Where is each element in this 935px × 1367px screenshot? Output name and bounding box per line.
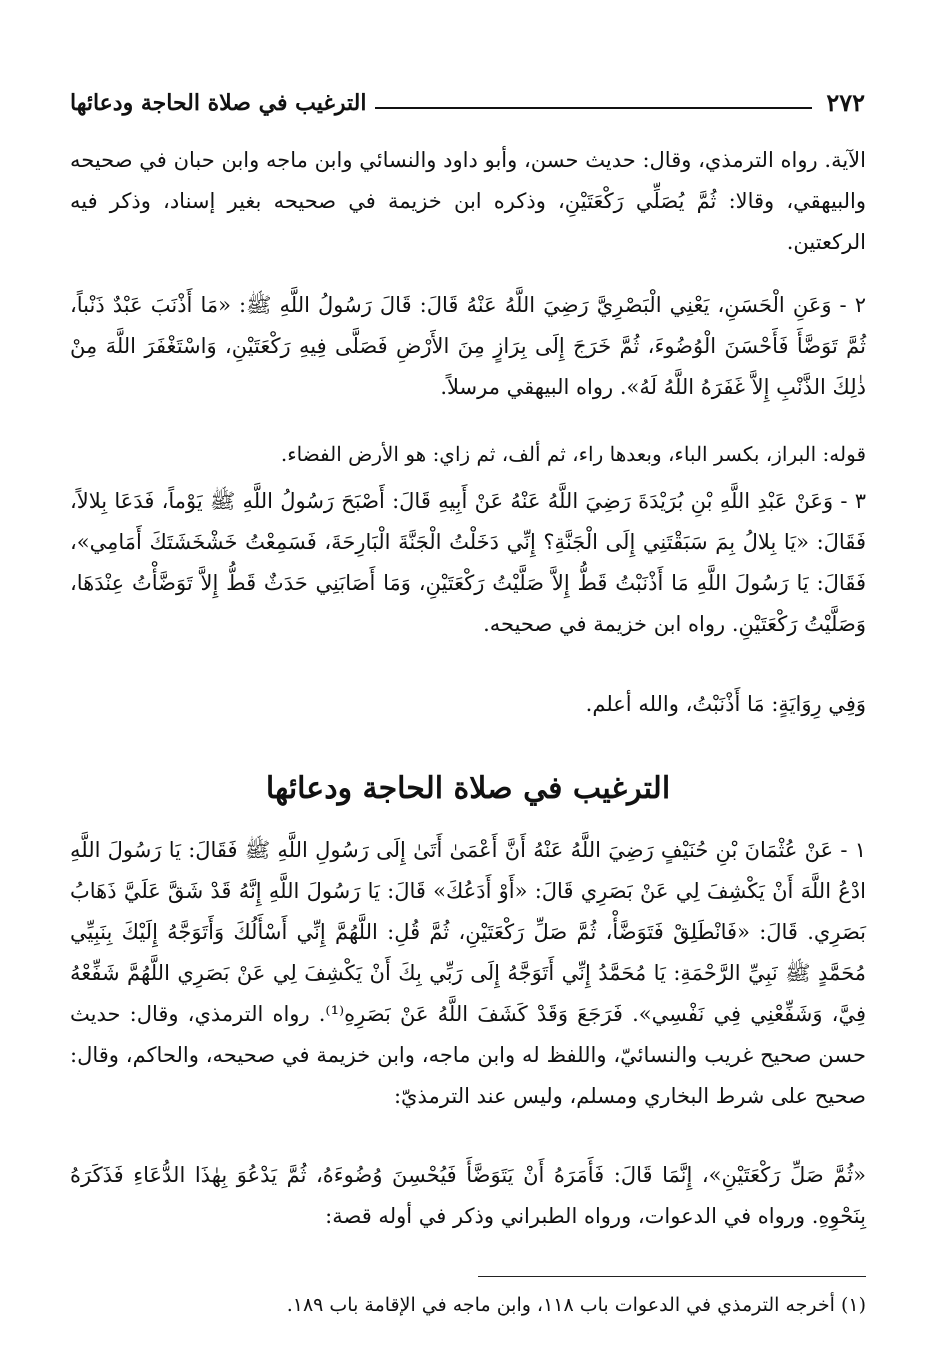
paragraph-text: ٣ - وَعَنْ عَبْدِ اللَّهِ بْنِ بُرَيْدَةَ رَضِيَ اللَّهُ عَنْهُ عَنْ أَبِيهِ قَالَ: أَصْبَحَ رَسُولُ اللَّهِ ﷺ يَوْماً، فَدَعَا بِلالاً، فَقَالَ: «يَا بِلالُ بِمَ سَبَقْتَنِي إِلَى الْجَنَّةِ؟ إِنِّي دَخَلْتُ الْجَنَّةَ الْبَارِحَةَ، فَسَمِعْتُ خَشْخَشَتَكَ أَمَامِي»، فَقَالَ: يَا رَسُولَ اللَّهِ مَا أَذْنَبْتُ قَطُّ إِلاَّ صَلَّيْتُ رَكْعَتَيْنِ، وَمَا أَصَابَنِي حَدَثٌ قَطُّ إِلاَّ تَوَضَّأْتُ عِنْدَهَا، وَصَلَّيْتُ رَكْعَتَيْنِ. رواه ابن خزيمة في صحيحه. — [70, 489, 866, 636]
running-header — [70, 84, 865, 118]
footnote-marker: (١) — [840, 1294, 866, 1316]
header-rule — [375, 107, 813, 109]
tirmidhi-variant — [70, 1155, 866, 1237]
paragraph-text: وَفِي رِوَايَةٍ: مَا أَذْنَبْتُ، والله أعلم. — [585, 692, 866, 716]
paragraph-intro — [70, 140, 866, 263]
footnote — [70, 1287, 866, 1323]
section-heading: الترغيب في صلاة الحاجة ودعائها — [265, 771, 671, 806]
hadith-1-section — [70, 830, 866, 1117]
paragraph-text: ١ - عَنْ عُثْمَانَ بْنِ حُنَيْفٍ رَضِيَ اللَّهُ عَنْهُ أَنَّ أَعْمَىٰ أَتَىٰ إِلَى رَسُولِ اللَّهِ ﷺ فَقَالَ: يَا رَسُولَ اللَّهِ ادْعُ اللَّهَ أَنْ يَكْشِفَ لِي عَنْ بَصَرِي قَالَ: «أَوْ أَدَعُكَ» قَالَ: يَا رَسُولَ اللَّهِ إِنَّهُ قَدْ شَقَّ عَلَيَّ ذَهَابُ بَصَرِي. قَالَ: «فَانْطَلِقْ فَتَوَضَّأْ، ثُمَّ صَلِّ رَكْعَتَيْنِ، ثُمَّ قُلِ: اللَّهُمَّ إِنِّي أَسْأَلُكَ وَأَتَوَجَّهُ إِلَيْكَ بِنَبِيِّي مُحَمَّدٍ ﷺ نَبِيِّ الرَّحْمَةِ: يَا مُحَمَّدُ إِنِّي أَتَوَجَّهُ إِلَى رَبِّي بِكَ أَنْ يَكْشِفَ لِي عَنْ بَصَرِي اللَّهُمَّ شَفِّعْهُ فِيَّ، وَشَفِّعْنِي فِي نَفْسِي». فَرَجَعَ وَقَدْ كَشَفَ اللَّهُ عَنْ بَصَرِهِ⁽¹⁾. رواه الترمذي، وقال: حديث حسن صحيح غريب والنسائيّ، واللفظ له وابن ماجه، وابن خزيمة في صحيحه، والحاكم، وقال: صحيح على شرط البخاري ومسلم، وليس عند الترمذيّ: — [70, 838, 866, 1108]
gloss-note — [70, 435, 866, 474]
running-title: الترغيب في صلاة الحاجة ودعائها — [70, 90, 367, 116]
variant-note — [70, 684, 866, 725]
paragraph-text: ٢ - وَعَنِ الْحَسَنِ، يَعْنِي الْبَصْرِيَّ رَضِيَ اللَّهُ عَنْهُ قَالَ: قَالَ رَسُولُ اللَّهِ ﷺ: «مَا أَذْنَبَ عَبْدٌ ذَنْباً، ثُمَّ تَوَضَّأَ فَأَحْسَنَ الْوُضُوءَ، ثُمَّ خَرَجَ إِلَى بِرَازٍ مِنَ الأَرْضِ فَصَلَّى فِيهِ رَكْعَتَيْنِ، وَاسْتَغْفَرَ اللَّهَ مِنْ ذٰلِكَ الذَّنْبِ إِلاَّ غَفَرَهُ اللَّهُ لَهُ». رواه البيهقي مرسلاً. — [70, 293, 866, 399]
paragraph-text: الآية. رواه الترمذي، وقال: حديث حسن، وأبو داود والنسائي وابن ماجه وابن حبان في صحيحه والبيهقي، وقالا: ثُمَّ يُصَلِّي رَكْعَتَيْنِ، وذكره ابن خزيمة في صحيحه بغير إسناد، وذكر فيه الركعتين. — [70, 148, 866, 254]
page-number: ٢٧٢ — [826, 88, 865, 117]
hadith-2 — [70, 285, 866, 408]
hadith-3 — [70, 481, 866, 645]
paragraph-text: «ثُمَّ صَلِّ رَكْعَتَيْنِ»، إِنَّمَا قَالَ: فَأَمَرَهُ أَنْ يَتَوَضَّأَ فَيُحْسِنَ وُضُوءَهُ، ثُمَّ يَدْعُوَ بِهٰذَا الدُّعَاءِ فَذَكَرَهُ بِنَحْوِهِ. ورواه في الدعوات، ورواه الطبراني وذكر في أوله قصة: — [70, 1163, 866, 1228]
footnote-text: أخرجه الترمذي في الدعوات باب ١١٨، وابن ماجه في الإقامة باب ١٨٩. — [286, 1294, 835, 1316]
footnote-rule — [478, 1276, 866, 1277]
paragraph-text: قوله: البراز، بكسر الباء، وبعدها راء، ثم ألف، ثم زاي: هو الأرض الفضاء. — [280, 442, 866, 466]
